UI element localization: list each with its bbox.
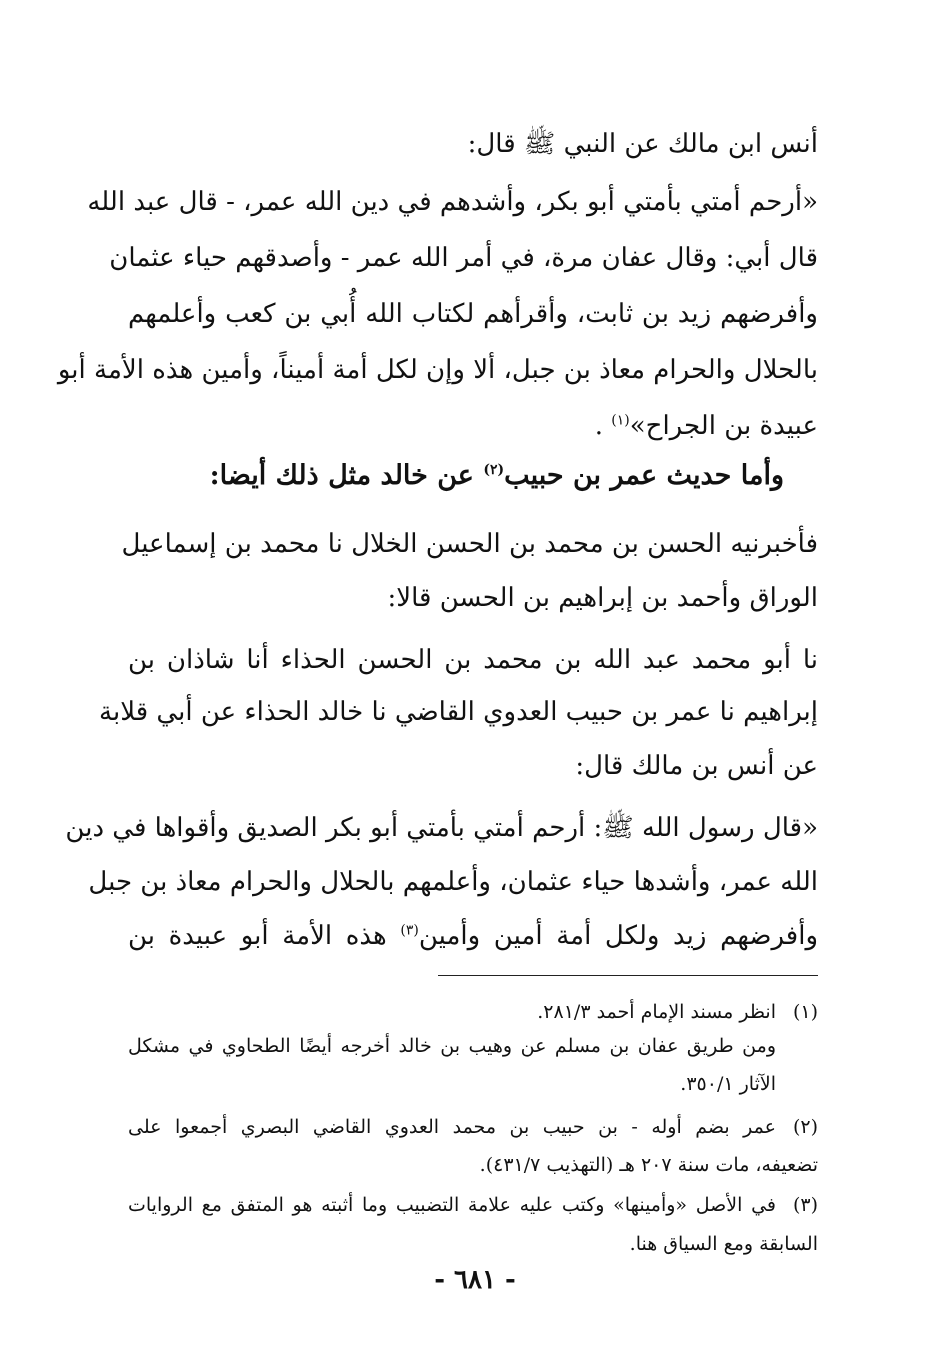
body-line: إبراهيم نا عمر بن حبيب العدوي القاضي نا خالد الحذاء عن أبي قلابة bbox=[99, 697, 818, 727]
footnote-divider bbox=[438, 975, 818, 976]
body-line: أنس ابن مالك عن النبي ﷺ قال: bbox=[467, 129, 818, 159]
body-line bbox=[128, 406, 818, 446]
footnote-ref: (٢) bbox=[483, 462, 505, 478]
footnote-number: (١) bbox=[792, 1001, 818, 1023]
footnote-text: عمر بضم أوله - بن حبيب بن محمد العدوي القاضي البصري أجمعوا على bbox=[128, 1116, 776, 1138]
footnote-ref: (٣) bbox=[400, 922, 419, 939]
footnote bbox=[128, 1112, 818, 1142]
page-number: - ٦٨١ - bbox=[434, 1265, 516, 1295]
footnote-line bbox=[128, 1069, 818, 1099]
body-line: الله عمر، وأشدها حياء عثمان، وأعلمهم بالحلال والحرام معاذ بن جبل bbox=[88, 867, 818, 897]
footnote-number: (٣) bbox=[792, 1194, 818, 1216]
footnote-text: في الأصل «وأمينها» وكتب عليه علامة التضبيب وما أثبته هو المتفق مع الروايات bbox=[128, 1194, 776, 1216]
body-line: الوراق وأحمد بن إبراهيم بن الحسن قالا: bbox=[387, 583, 818, 613]
heading-text: عن خالد مثل ذلك أيضا: bbox=[209, 460, 474, 491]
footnote bbox=[128, 997, 818, 1027]
body-text: . bbox=[594, 411, 604, 441]
section-heading bbox=[128, 456, 784, 496]
body-text: هذه الأمة أبو عبيدة بن bbox=[128, 921, 387, 951]
footnote-text: انظر مسند الإمام أحمد ٢٨١/٣. bbox=[537, 1001, 776, 1023]
body-line: «قال رسول الله ﷺ: أرحم أمتي بأمتي أبو بكر الصديق وأقواها في دين bbox=[65, 813, 818, 843]
body-line: «أرحم أمتي بأمتي أبو بكر، وأشدهم في دين الله عمر، - قال عبد الله bbox=[87, 187, 818, 217]
body-line: نا أبو محمد عبد الله بن محمد بن الحسن الحذاء أنا شاذان بن bbox=[128, 645, 818, 675]
body-line: بالحلال والحرام معاذ بن جبل، ألا وإن لكل أمة أميناً، وأمين هذه الأمة أبو bbox=[57, 355, 818, 385]
body-line bbox=[128, 916, 818, 956]
footnote-text: السابقة ومع السياق هنا. bbox=[629, 1233, 818, 1255]
footnote-line bbox=[128, 1150, 818, 1180]
body-line: عن أنس بن مالك قال: bbox=[575, 751, 818, 781]
body-line: قال أبي: وقال عفان مرة، في أمر الله عمر - وأصدقهم حياء عثمان bbox=[109, 243, 818, 273]
footnote-line bbox=[128, 1031, 818, 1061]
footnote-text: تضعيفه، مات سنة ٢٠٧ هـ (التهذيب ٤٣١/٧). bbox=[479, 1154, 818, 1176]
body-line: فأخبرنيه الحسن بن محمد بن الحسن الخلال نا محمد بن إسماعيل bbox=[121, 529, 818, 559]
body-line: وأفرضهم زيد بن ثابت، وأقرأهم لكتاب الله أُبي بن كعب وأعلمهم bbox=[128, 299, 818, 329]
footnote-ref: (١) bbox=[611, 412, 630, 429]
body-text: عبيدة بن الجراح» bbox=[629, 411, 818, 441]
heading-text: وأما حديث عمر بن حبيب bbox=[504, 460, 784, 491]
body-text: وأفرضهم زيد ولكل أمة أمين وأمين bbox=[418, 921, 819, 951]
footnote-text: ومن طريق عفان بن مسلم عن وهيب بن خالد أخرجه أيضًا الطحاوي في مشكل bbox=[128, 1035, 776, 1057]
footnote-number: (٢) bbox=[792, 1116, 818, 1138]
footnote-line bbox=[128, 1229, 818, 1259]
footnote bbox=[128, 1190, 818, 1220]
footnote-text: الآثار ٣٥٠/١. bbox=[680, 1073, 776, 1095]
